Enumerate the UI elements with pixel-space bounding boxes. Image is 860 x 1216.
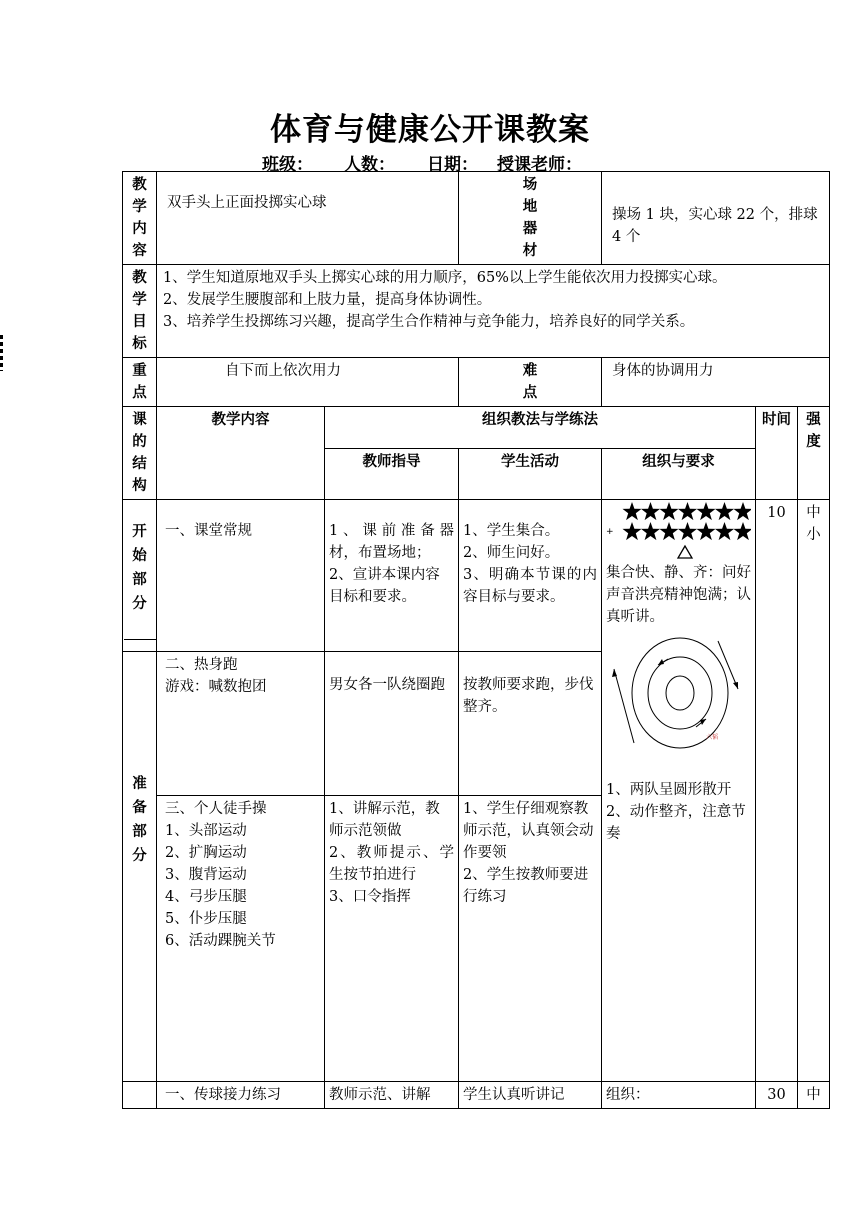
main-intensity: 中 — [798, 1082, 830, 1109]
student-star-icon — [641, 502, 660, 520]
student-star-icon — [734, 522, 752, 540]
intensity-column-header: 强度 — [798, 407, 830, 500]
content-label: 教学内容 — [123, 172, 157, 265]
warmup-teacher: 男女各一队绕圈跑 — [325, 652, 459, 796]
method-column-header: 组织教法与学练法 — [325, 407, 756, 449]
pass-relay-content: 一、传球接力练习 — [157, 1082, 325, 1109]
start-section-label: 开始部分 — [123, 500, 157, 652]
student-star-icon — [734, 502, 752, 520]
difficulty-value: 身体的协调用力 — [602, 358, 830, 407]
teacher-label: 授课老师： — [497, 155, 582, 175]
student-star-icon — [623, 522, 642, 540]
gathering-requirements: 集合快、静、齐：问好声音洪亮精神饱满；认真听讲。 — [606, 565, 751, 625]
main-time: 30 — [756, 1082, 798, 1109]
svg-text:六韬: 六韬 — [706, 734, 719, 741]
running-circle-diagram — [606, 631, 751, 753]
routine-teacher: 1、课前准备器材，布置场地； 2、宣讲本课内容目标和要求。 — [325, 500, 459, 652]
warmup-student: 按教师要求跑，步伐整齐。 — [459, 652, 602, 796]
exercise-content: 三、个人徒手操 1、头部运动 2、扩胸运动 3、腹背运动 4、弓步压腿 5、仆步压腿 6、活动踝腕关节 — [157, 796, 325, 1082]
student-star-icon — [715, 502, 734, 520]
student-star-icon — [678, 522, 697, 540]
student-star-icon — [678, 502, 697, 520]
class-label: 班级： — [262, 155, 313, 175]
organization-cell — [602, 500, 756, 1082]
difficulty-label: 难点 — [459, 358, 602, 407]
student-star-icon — [715, 522, 734, 540]
student-star-icon — [660, 522, 679, 540]
goal-item: 2、发展学生腰腹部和上肢力量，提高身体协调性。 — [163, 292, 492, 308]
goals-label: 教学目标 — [123, 265, 157, 358]
count-label: 人数： — [344, 155, 395, 175]
venue-label: 场地器材 — [459, 172, 602, 265]
routine-content: 一、课堂常规 — [157, 500, 325, 652]
pass-relay-student: 学生认真听讲记 — [459, 1082, 602, 1109]
outer-track-icon — [632, 638, 728, 748]
document-title: 体育与健康公开课教案 — [270, 112, 590, 148]
teacher-triangle-icon — [678, 546, 692, 558]
student-star-icon — [697, 502, 716, 520]
student-star-icon — [697, 522, 716, 540]
side-margin-mark — [0, 335, 3, 371]
student-star-icon — [660, 502, 679, 520]
formation-diagram — [606, 502, 751, 560]
structure-label: 课的结构 — [123, 407, 157, 500]
goal-item: 1、学生知道原地双手头上掷实心球的用力顺序，65%以上学生能依次用力投掷实心球。 — [163, 270, 727, 286]
exercise-teacher: 1、讲解示范，教师示范领做 2、教师提示、学生按节拍进行 3、口令指挥 — [325, 796, 459, 1082]
student-star-icon — [623, 502, 642, 520]
main-section-label — [123, 1082, 157, 1109]
goals-list — [157, 265, 830, 358]
teacher-marker-icon: + — [606, 527, 614, 537]
goal-item: 3、培养学生投掷练习兴趣，提高学生合作精神与竞争能力，培养良好的同学关系。 — [163, 314, 695, 330]
key-value: 自下而上依次用力 — [157, 358, 459, 407]
student-column-header: 学生活动 — [459, 449, 602, 500]
lesson-plan-table — [122, 171, 830, 1109]
student-star-icon — [641, 522, 660, 540]
routine-student: 1、学生集合。 2、师生问好。 3、明确本节课的内容目标与要求。 — [459, 500, 602, 652]
exercise-student: 1、学生仔细观察教师示范，认真领会动作要领 2、学生按教师要进行练习 — [459, 796, 602, 1082]
venue-value: 操场 1 块，实心球 22 个，排球 4 个 — [602, 172, 830, 265]
pass-relay-org: 组织： — [602, 1082, 756, 1109]
prep-section-label: 准备部分 — [123, 652, 157, 1082]
prep-time: 10 — [756, 500, 798, 1082]
arrow-icon — [614, 669, 634, 743]
prep-intensity: 中小 — [798, 500, 830, 1082]
content-column-header: 教学内容 — [157, 407, 325, 500]
warmup-content: 二、热身跑 游戏：喊数抱团 — [157, 652, 325, 796]
warmup-org-item: 2、动作整齐，注意节奏 — [606, 804, 746, 842]
date-label: 日期： — [427, 155, 478, 175]
teacher-column-header: 教师指导 — [325, 449, 459, 500]
section-divider — [124, 639, 156, 640]
inner-track-icon — [648, 657, 712, 729]
warmup-org-item: 1、两队呈圆形散开 — [606, 782, 732, 798]
pass-relay-teacher: 教师示范、讲解 — [325, 1082, 459, 1109]
time-column-header: 时间 — [756, 407, 798, 500]
content-value: 双手头上正面投掷实心球 — [157, 172, 459, 265]
key-label: 重点 — [123, 358, 157, 407]
org-column-header: 组织与要求 — [602, 449, 756, 500]
